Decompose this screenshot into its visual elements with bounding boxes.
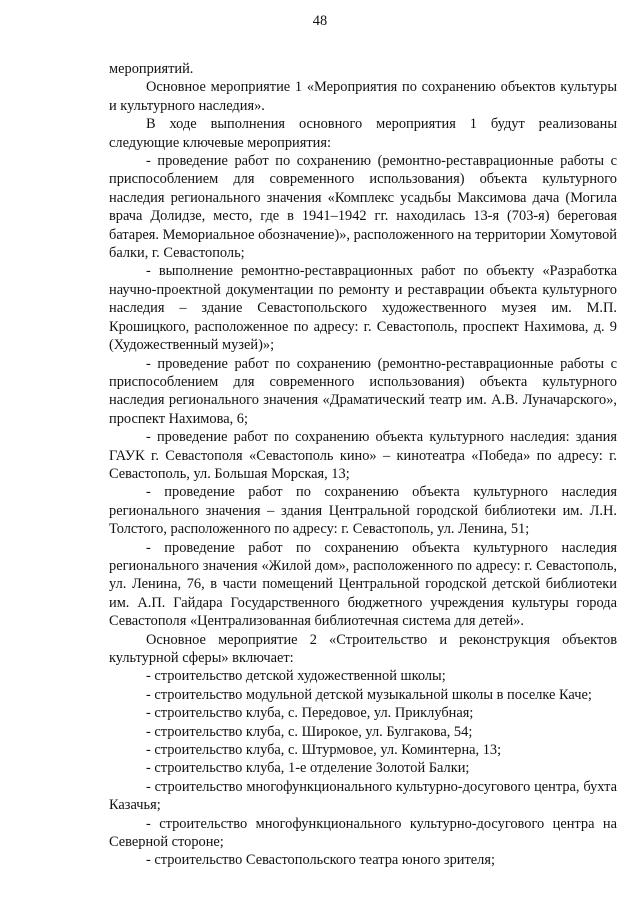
list-item: - проведение работ по сохранению (ремонтно-реставрационные работы с приспособлением для современного использования) объекта культурного наследия регионального значения «Драматический театр им. А.В. Луначарского», проспект Нахимова, 6; bbox=[109, 355, 617, 427]
paragraph: мероприятий. bbox=[109, 61, 194, 77]
list-item: - строительство многофункционального культурно-досугового центра на Северной стороне; bbox=[109, 815, 617, 851]
list-item: - строительство Севастопольского театра юного зрителя; bbox=[146, 852, 495, 869]
list-item: - строительство клуба, с. Передовое, ул. Приклубная; bbox=[146, 705, 474, 722]
list-item: - выполнение ремонтно-реставрационных работ по объекту «Разработка научно-проектной документации по ремонту и реставрации объекта культурного наследия – здание Севастопольского художественного музея им. М.П. Крошицкого, расположенное по адресу: г. Севастополь, проспект Нахимова, д. 9 (Художественный музей)»; bbox=[109, 263, 617, 354]
list-item: - проведение работ по сохранению объекта культурного наследия регионального значения – здания Центральной городской библиотеки им. Л.Н. Толстого, расположенного по адресу: г. Севастополь, ул. Ленина, 51; bbox=[109, 484, 617, 538]
list-item: - проведение работ по сохранению объекта культурного наследия регионального значения «Жилой дом», расположенного по адресу: г. Севастополь, ул. Ленина, 76, в части помещений Центральной городской детской библиотеки им. А.П. Гайдара Государственного бюджетного учреждения культуры города Севастополя «Централизованная библиотечная система для детей». bbox=[109, 539, 617, 630]
list-item: - строительство клуба, 1-е отделение Золотой Балки; bbox=[146, 760, 470, 777]
list-item: - строительство клуба, с. Широкое, ул. Булгакова, 54; bbox=[146, 723, 473, 740]
list-item: - строительство клуба, с. Штурмовое, ул. Коминтерна, 13; bbox=[146, 742, 502, 759]
list-item: - проведение работ по сохранению объекта культурного наследия: здания ГАУК г. Севастополя «Севастополь кино» – кинотеатра «Победа» по адресу: г. Севастополь, ул. Большая Морская, 13; bbox=[109, 429, 617, 482]
paragraph: Основное мероприятие 1 «Мероприятия по сохранению объектов культуры и культурного наследия». bbox=[109, 79, 617, 114]
list-item: - строительство модульной детской музыкальной школы в поселке Каче; bbox=[146, 686, 592, 703]
paragraph: В ходе выполнения основного мероприятия 1 будут реализованы следующие ключевые мероприятия: bbox=[109, 116, 617, 151]
list-item: - проведение работ по сохранению (ремонтно-реставрационные работы с приспособлением для современного использования) объекта культурного наследия регионального значения «Комплекс усадьбы Максимова дача (Могила врача Долидзе, место, где в 1941–1942 гг. находилась 13-я (703-я) береговая батарея. Мемориальное обозначение)», расположенного на территории Хомутовой балки, г. Севастополь; bbox=[109, 153, 617, 262]
list-item: - строительство детской художественной школы; bbox=[146, 668, 446, 685]
paragraph: Основное мероприятие 2 «Строительство и реконструкция объектов культурной сферы» включает: bbox=[109, 631, 617, 666]
page-number: 48 bbox=[312, 13, 328, 29]
list-item: - строительство многофункционального культурно-досугового центра, бухта Казачья; bbox=[109, 778, 617, 814]
document-body bbox=[109, 60, 617, 870]
